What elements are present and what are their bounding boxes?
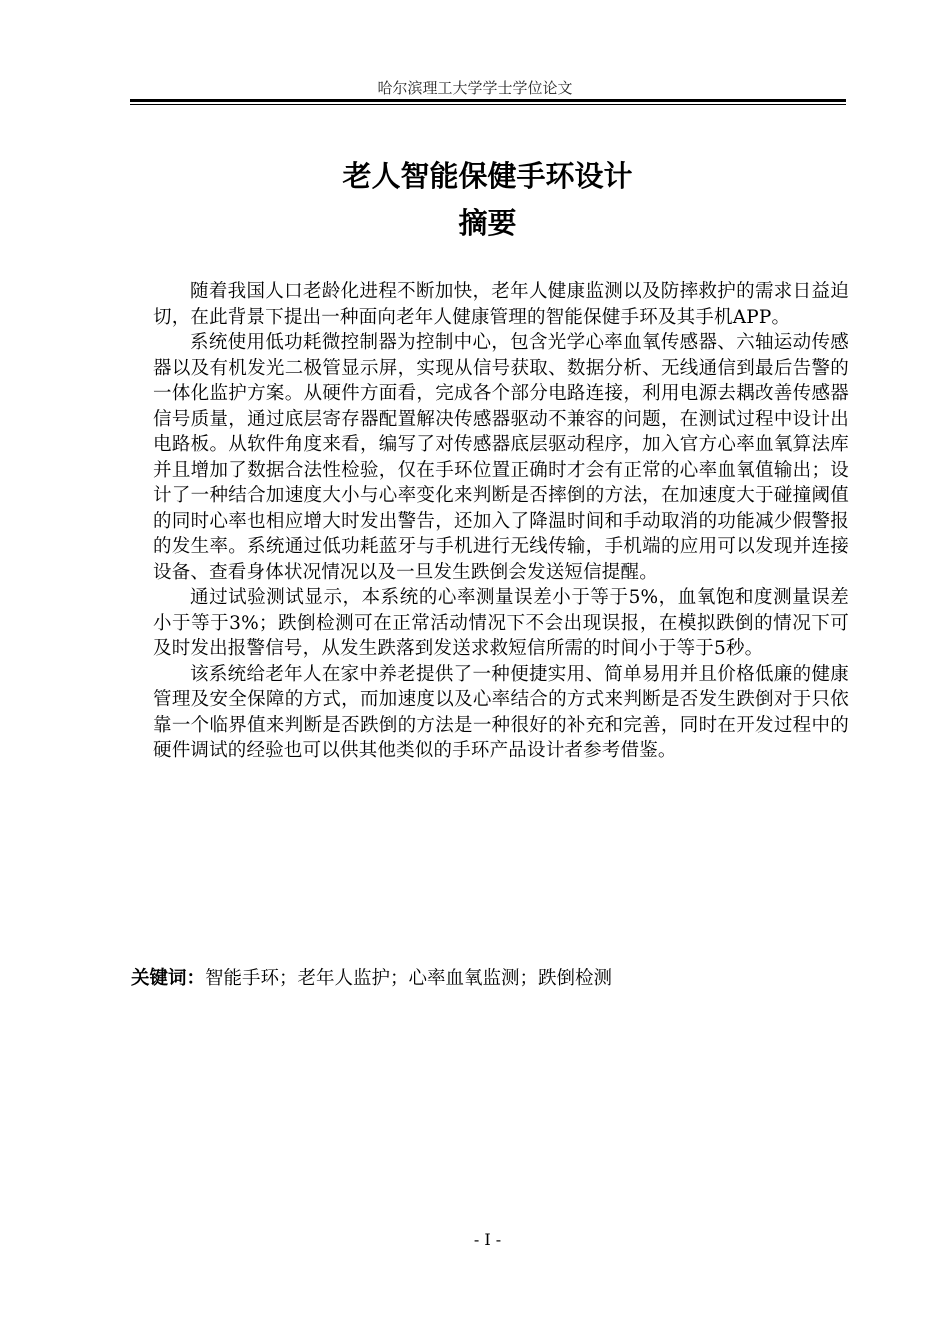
abstract-heading: 摘要: [458, 206, 517, 240]
abstract-paragraph-2: 系统使用低功耗微控制器为控制中心，包含光学心率血氧传感器、六轴运动传感器以及有机发光二极管显示屏，实现从信号获取、数据分析、无线通信到最后告警的一体化监护方案。从硬件方面看，完成各个部分电路连接，利用电源去耦改善传感器信号质量，通过底层寄存器配置解决传感器驱动不兼容的问题，在测试过程中设计出电路板。从软件角度来看，编写了对传感器底层驱动程序，加入官方心率血氧算法库并且增加了数据合法性检验，仅在手环位置正确时才会有正常的心率血氧值输出；设计了一种结合加速度大小与心率变化来判断是否摔倒的方法，在加速度大于碰撞阈值的同时心率也相应增大时发出警告，还加入了降温时间和手动取消的功能减少假警报的发生率。系统通过低功耗蓝牙与手机进行无线传输，手机端的应用可以发现并连接设备、查看身体状况情况以及一旦发生跌倒会发送短信提醒。: [153, 332, 849, 583]
header-rule-thin: [130, 104, 846, 105]
thesis-title: 老人智能保健手环设计: [342, 159, 633, 193]
keywords-line: [131, 966, 612, 992]
abstract-body: [153, 279, 849, 764]
keywords-text: 智能手环；老年人监护；心率血氧监测；跌倒检测: [205, 968, 613, 989]
abstract-paragraph-3: 通过试验测试显示，本系统的心率测量误差小于等于5%，血氧饱和度测量误差小于等于3%；跌倒检测可在正常活动情况下不会出现误报，在模拟跌倒的情况下可及时发出报警信号，从发生跌落到发送求救短信所需的时间小于等于5秒。: [153, 587, 849, 659]
abstract-paragraph-4: 该系统给老年人在家中养老提供了一种便捷实用、简单易用并且价格低廉的健康管理及安全保障的方式，而加速度以及心率结合的方式来判断是否发生跌倒对于只依靠一个临界值来判断是否跌倒的方法是一种很好的补充和完善，同时在开发过程中的硬件调试的经验也可以供其他类似的手环产品设计者参考借鉴。: [153, 663, 849, 761]
abstract-paragraph-1: 随着我国人口老龄化进程不断加快，老年人健康监测以及防摔救护的需求日益迫切，在此背景下提出一种面向老年人健康管理的智能保健手环及其手机APP。: [153, 281, 849, 328]
keywords-label: 关键词：: [131, 968, 206, 989]
running-header: 哈尔滨理工大学学士学位论文: [377, 79, 573, 97]
header-rule-thick: [130, 99, 846, 102]
page-number: - I -: [473, 1230, 502, 1249]
